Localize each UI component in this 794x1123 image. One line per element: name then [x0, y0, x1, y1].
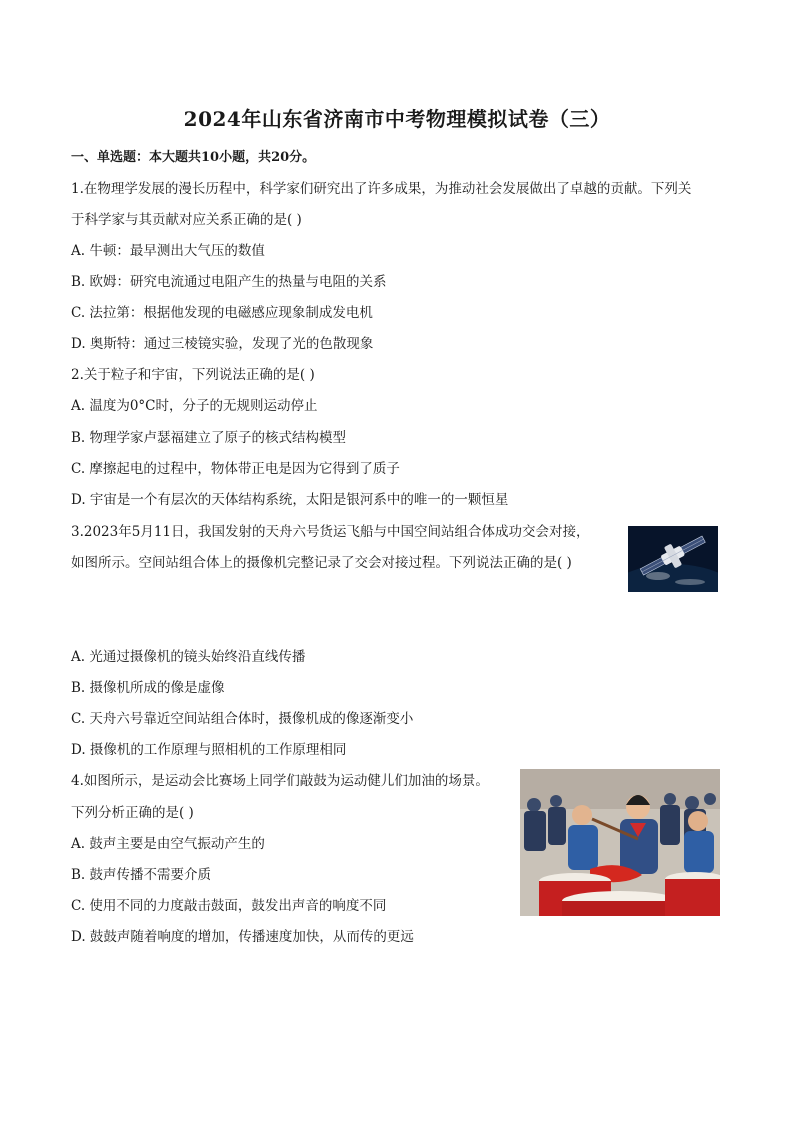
- question-3-option-d: D. 摄像机的工作原理与照相机的工作原理相同: [71, 742, 347, 758]
- space-station-image: [628, 526, 718, 592]
- question-3-stem-line-2: 如图所示。空间站组合体上的摄像机完整记录了交会对接过程。下列说法正确的是( ): [71, 555, 572, 571]
- question-1-option-b: B. 欧姆：研究电流通过电阻产生的热量与电阻的关系: [71, 274, 387, 290]
- space-station-picture: [628, 526, 718, 592]
- question-4-option-d: D. 鼓鼓声随着响度的增加，传播速度加快，从而传的更远: [71, 929, 414, 945]
- page-title: 2024年山东省济南市中考物理模拟试卷（三）: [183, 107, 611, 131]
- question-1-stem-line-1: 1.在物理学发展的漫长历程中，科学家们研究出了许多成果，为推动社会发展做出了卓越的贡献。下列关: [71, 181, 692, 197]
- section-heading: 一、单选题：本大题共10小题，共20分。: [71, 150, 316, 165]
- question-4-option-b: B. 鼓声传播不需要介质: [71, 867, 212, 883]
- question-2-option-d: D. 宇宙是一个有层次的天体结构系统，太阳是银河系中的唯一的一颗恒星: [71, 492, 509, 508]
- question-1-option-d: D. 奥斯特：通过三棱镜实验，发现了光的色散现象: [71, 336, 374, 352]
- drum-scene-picture: [520, 769, 720, 916]
- question-3-option-c: C. 天舟六号靠近空间站组合体时，摄像机成的像逐渐变小: [71, 711, 414, 727]
- question-4-stem-line-1: 4.如图所示，是运动会比赛场上同学们敲鼓为运动健儿们加油的场景。: [71, 773, 489, 789]
- question-2-option-c: C. 摩擦起电的过程中，物体带正电是因为它得到了质子: [71, 461, 400, 477]
- question-2-option-a: A. 温度为0°C时，分子的无规则运动停止: [71, 398, 318, 414]
- question-2-option-b: B. 物理学家卢瑟福建立了原子的核式结构模型: [71, 430, 347, 446]
- question-3-stem-line-1: 3.2023年5月11日，我国发射的天舟六号货运飞船与中国空间站组合体成功交会对接，: [71, 524, 590, 540]
- question-4-option-c: C. 使用不同的力度敲击鼓面，鼓发出声音的响度不同: [71, 898, 387, 914]
- drum-scene-image: [520, 769, 720, 916]
- question-1-option-c: C. 法拉第：根据他发现的电磁感应现象制成发电机: [71, 305, 373, 321]
- question-4-option-a: A. 鼓声主要是由空气振动产生的: [71, 836, 265, 852]
- question-1-option-a: A. 牛顿：最早测出大气压的数值: [71, 243, 265, 259]
- question-2-stem-line-1: 2.关于粒子和宇宙，下列说法正确的是( ): [71, 367, 315, 383]
- question-1-stem-line-2: 于科学家与其贡献对应关系正确的是( ): [71, 212, 302, 228]
- question-3-option-a: A. 光通过摄像机的镜头始终沿直线传播: [71, 649, 306, 665]
- question-4-stem-line-2: 下列分析正确的是( ): [71, 805, 194, 821]
- question-3-option-b: B. 摄像机所成的像是虚像: [71, 680, 225, 696]
